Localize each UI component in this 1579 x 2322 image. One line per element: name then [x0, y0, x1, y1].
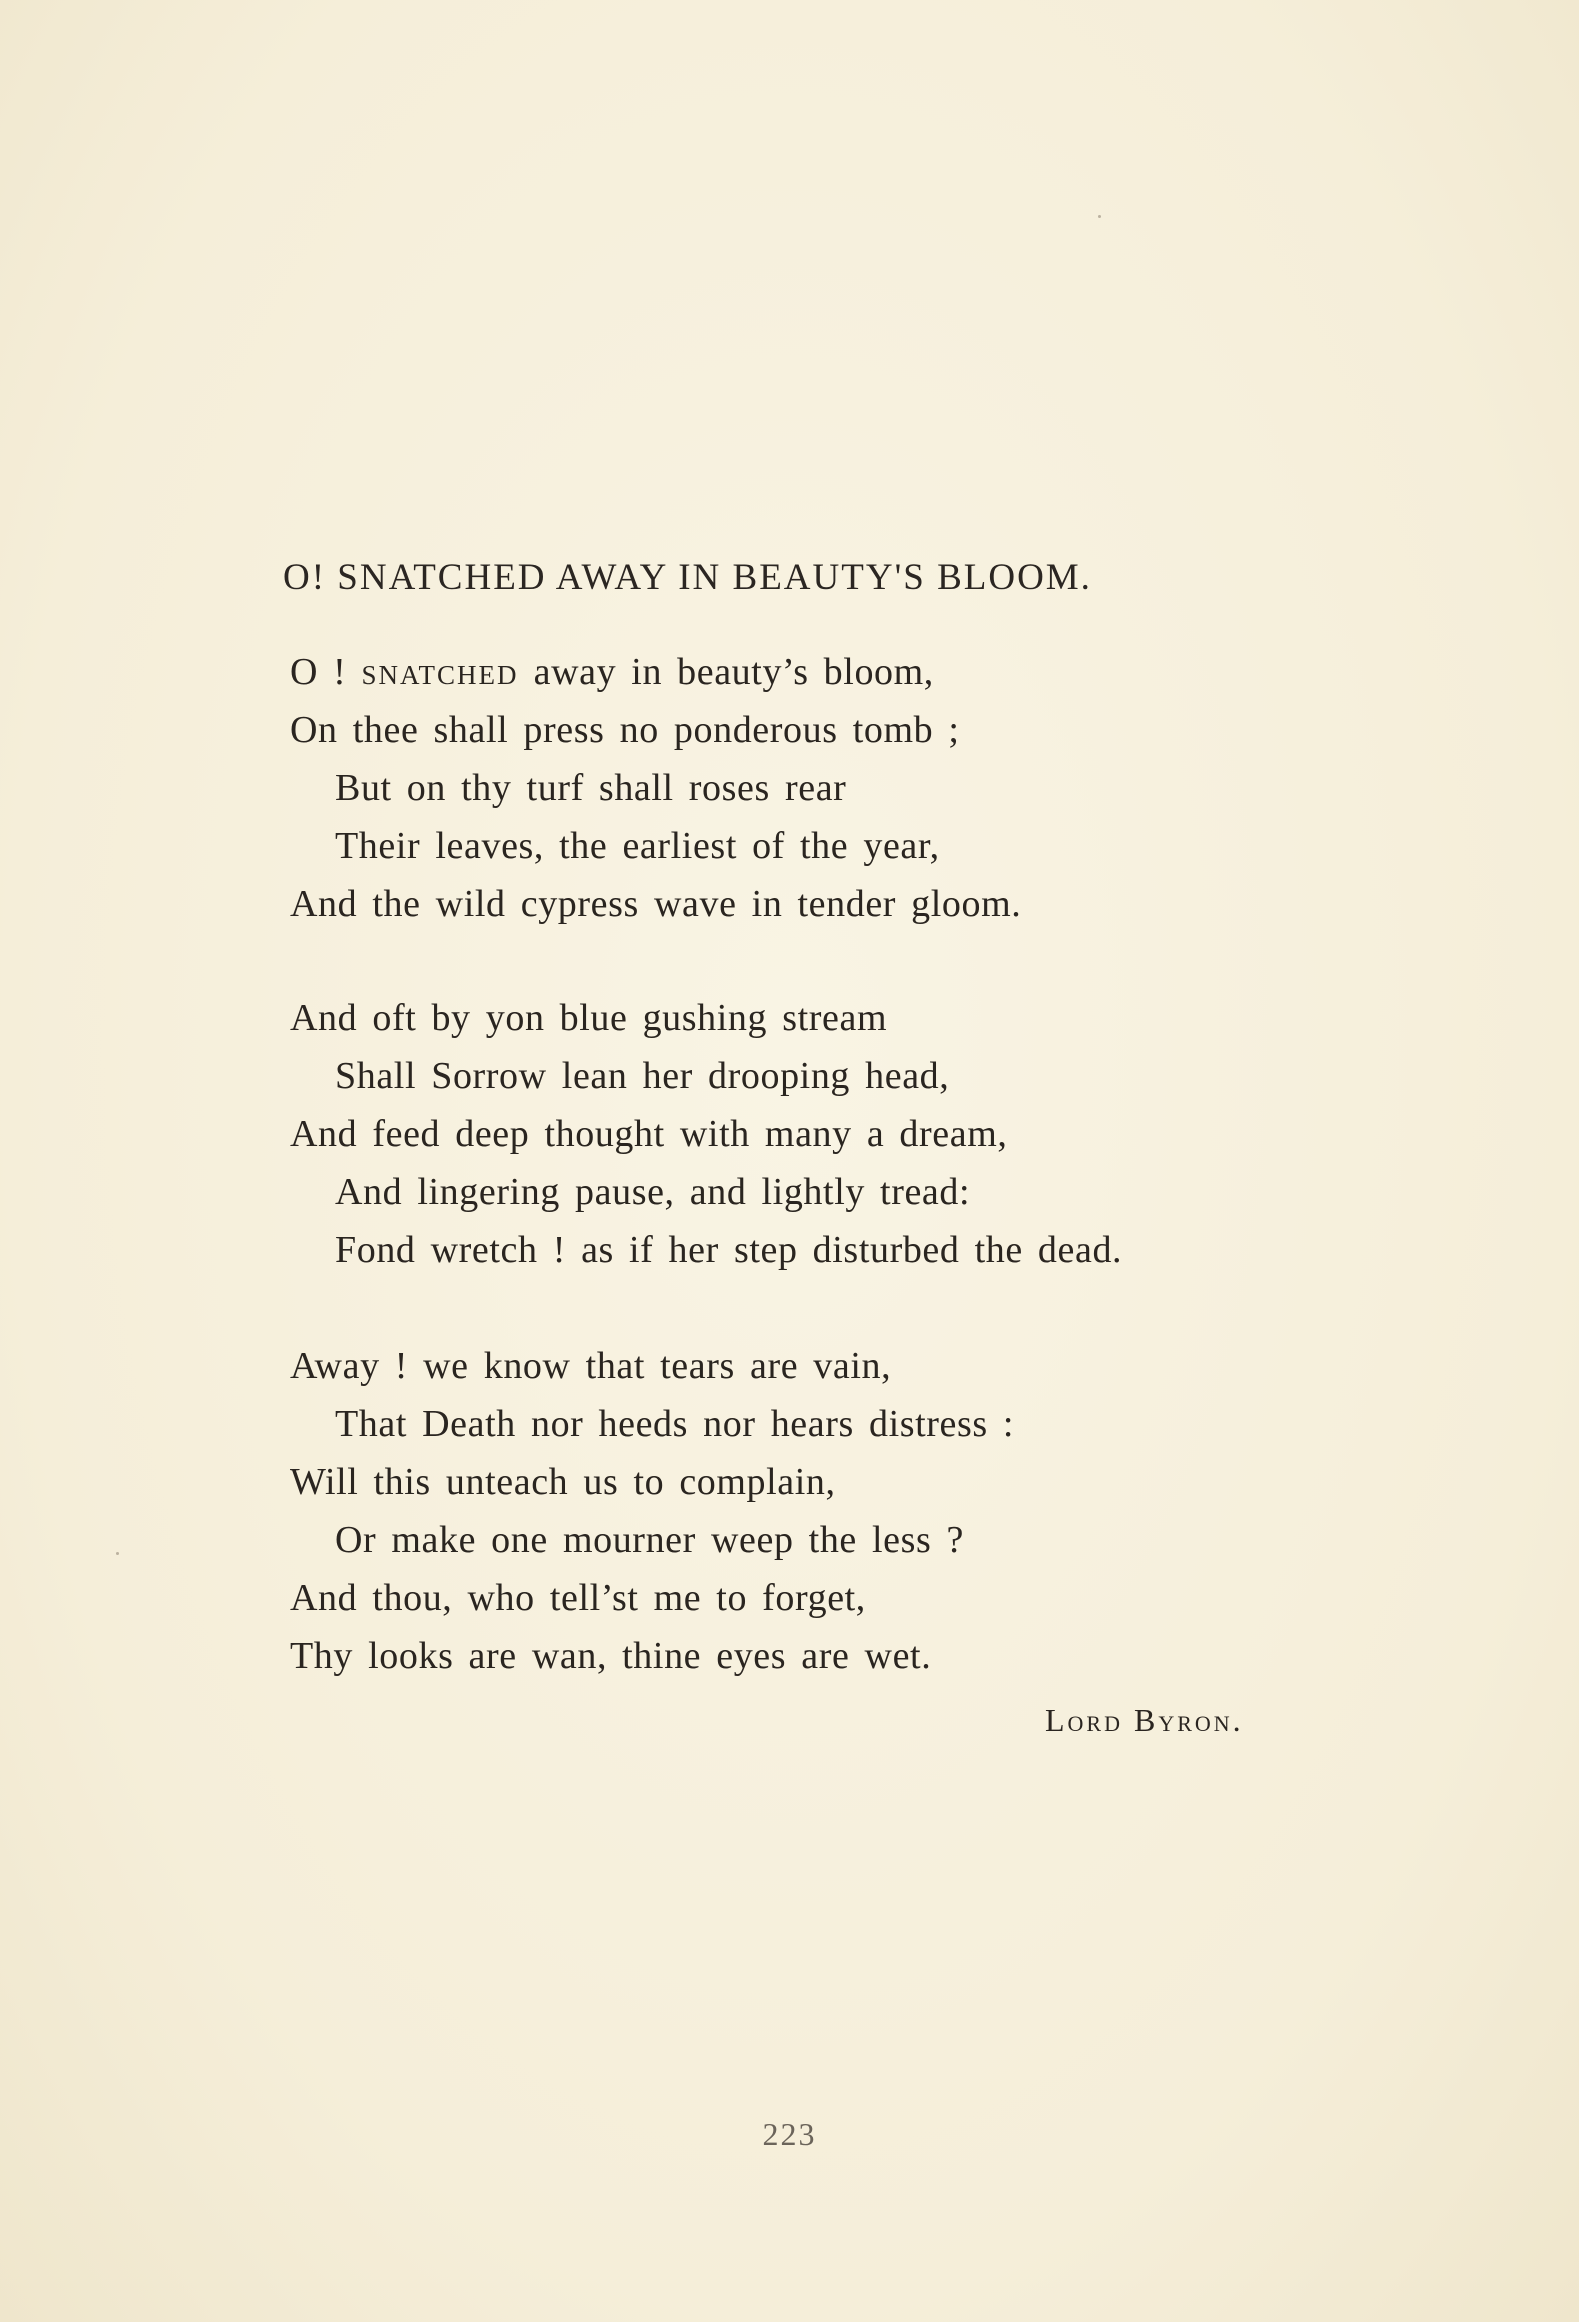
poem-line: Their leaves, the earliest of the year, [335, 825, 940, 867]
poem-line: Away ! we know that tears are vain, [290, 1345, 892, 1387]
poem-line: Fond wretch ! as if her step disturbed the dead. [335, 1229, 1123, 1271]
poem-line: Shall Sorrow lean her drooping head, [335, 1055, 950, 1097]
poem-line: And oft by yon blue gushing stream [290, 997, 888, 1039]
poem-title: O! SNATCHED AWAY IN BEAUTY'S BLOOM. [283, 557, 1092, 598]
poem-author: Lord Byron. [1045, 1702, 1244, 1738]
poem-line: On thee shall press no ponderous tomb ; [290, 709, 960, 751]
paper-speck [116, 1552, 119, 1555]
poem-line: And feed deep thought with many a dream, [290, 1113, 1008, 1155]
line-lead: O ! [290, 651, 362, 693]
poem-line: And the wild cypress wave in tender gloom. [290, 883, 1022, 925]
poem-line: And lingering pause, and lightly tread: [335, 1171, 971, 1213]
poem-line: And thou, who tell’st me to forget, [290, 1577, 866, 1619]
poem-line: Will this unteach us to complain, [290, 1461, 836, 1503]
poem-line [290, 650, 934, 694]
line-smallcaps: snatched [361, 651, 519, 693]
line-text: away in beauty’s bloom, [518, 651, 934, 693]
page-number: 223 [762, 2116, 817, 2152]
poem-line: But on thy turf shall roses rear [335, 767, 847, 809]
poem-line: That Death nor heeds nor hears distress : [335, 1403, 1015, 1445]
paper-speck [1098, 215, 1101, 218]
poem-line: Or make one mourner weep the less ? [335, 1519, 964, 1561]
poem-line: Thy looks are wan, thine eyes are wet. [290, 1635, 932, 1677]
